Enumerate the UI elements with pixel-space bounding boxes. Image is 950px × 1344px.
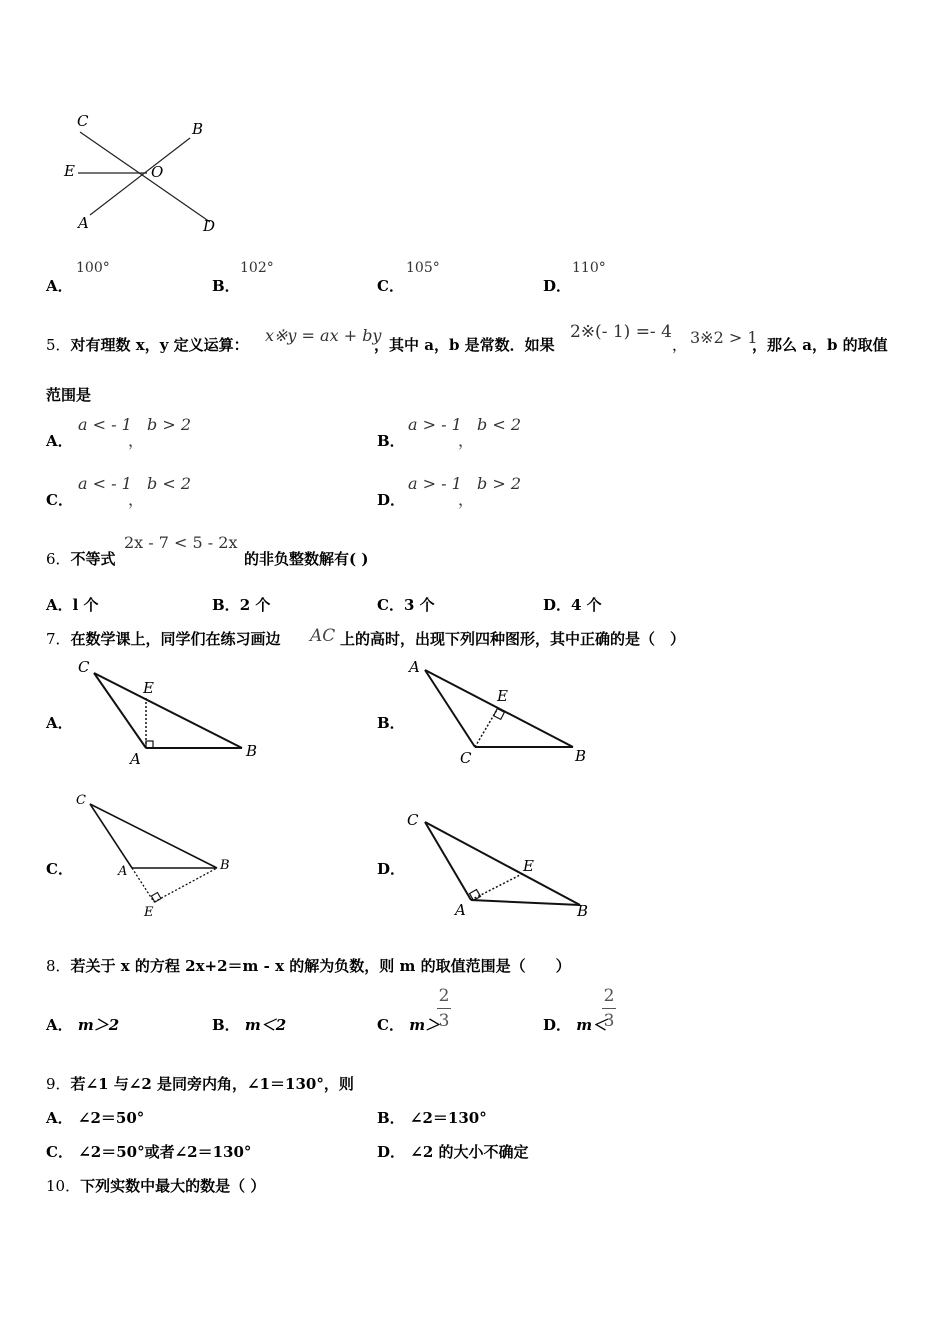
q9-option-b-letter: B．: [377, 1109, 405, 1127]
q7d-label-a: A: [455, 901, 466, 919]
q7c-label-a: A: [118, 864, 128, 879]
q6-option-c-letter: C．: [377, 596, 404, 614]
q9-number: 9．: [46, 1075, 71, 1093]
q7-number: 7．: [46, 630, 71, 648]
q7-figure-a: [70, 655, 270, 775]
q9-option-d-value: ∠2 的大小不确定: [410, 1143, 529, 1161]
q7-text1: 在数学课上，同学们在练习画边: [70, 630, 281, 648]
q8-option-b-value: m＜2: [244, 1016, 287, 1034]
q7c-label-e: E: [144, 905, 154, 920]
q7a-label-a: A: [130, 750, 141, 768]
q6-option-c[interactable]: [377, 594, 435, 615]
angle-figure: [60, 110, 230, 240]
q10-text: 下列实数中最大的数是（ ）: [80, 1177, 266, 1195]
q8-option-c-denominator: 3: [438, 1011, 450, 1031]
q8-option-c-fraction: [437, 986, 451, 1031]
q4-option-d-value: 110°: [572, 260, 606, 276]
q8-option-a[interactable]: [46, 1014, 119, 1035]
q5-option-b-comma: ，: [458, 431, 475, 450]
q9-option-a-value: ∠2＝50°: [77, 1109, 145, 1127]
q9-option-b-value: ∠2＝130°: [409, 1109, 487, 1127]
q8-text: 若关于 x 的方程 2x+2＝m - x 的解为负数，则 m 的取值范围是（ ）: [70, 957, 571, 975]
question-9: [46, 1073, 354, 1094]
q9-option-c[interactable]: [46, 1141, 251, 1162]
label-b: B: [192, 120, 204, 138]
q9-option-d-letter: D．: [377, 1143, 406, 1161]
q5-option-d-letter[interactable]: D．: [377, 491, 406, 509]
q7a-label-e: E: [143, 679, 154, 697]
q9-option-c-value: ∠2＝50°或者∠2＝130°: [78, 1143, 252, 1161]
q6-option-b-value: 2 个: [239, 596, 271, 614]
q8-option-d-letter: D．: [543, 1016, 572, 1034]
q5-option-b-v2: b < 2: [477, 415, 521, 434]
q7b-label-e: E: [497, 687, 508, 705]
q6-option-d-value: 4 个: [571, 596, 602, 614]
q8-option-c-value: m＞: [409, 1016, 441, 1034]
q7-text2: 上的高时，出现下列四种图形，其中正确的是（ ）: [340, 630, 686, 648]
q6-option-a-letter: A．: [46, 596, 73, 614]
q8-option-a-letter: A．: [46, 1016, 73, 1034]
q7-option-b-letter[interactable]: B．: [377, 714, 405, 732]
q5-cond1: 2※(- 1) =- 4: [570, 322, 672, 342]
q7d-label-b: B: [577, 902, 589, 920]
q5-option-c-comma: ，: [128, 490, 145, 509]
q8-option-c[interactable]: [377, 1014, 440, 1035]
q6-option-d[interactable]: [543, 594, 602, 615]
label-e: E: [64, 162, 75, 180]
label-o: O: [151, 163, 164, 181]
q6-option-c-value: 3 个: [403, 596, 435, 614]
q5-option-c-v2: b < 2: [147, 474, 191, 493]
q5-option-a-letter[interactable]: A．: [46, 432, 73, 450]
q7-ac: AC: [310, 626, 336, 646]
q7d-label-e: E: [523, 857, 534, 875]
q6-option-b[interactable]: [212, 594, 270, 615]
q9-option-c-letter: C．: [46, 1143, 73, 1161]
q5-sep: ，: [672, 336, 688, 354]
q7-option-d-letter[interactable]: D．: [377, 860, 406, 878]
q7b-label-a: A: [409, 658, 420, 676]
q7b-label-c: C: [460, 749, 472, 767]
q9-option-d[interactable]: [377, 1141, 528, 1162]
q4-option-a-value: 100°: [76, 260, 110, 276]
q5-option-b-v1: a > - 1: [408, 415, 462, 434]
label-d: D: [203, 217, 216, 235]
q7c-label-c: C: [76, 793, 86, 808]
q7c-label-b: B: [220, 858, 230, 873]
label-a: A: [78, 214, 89, 232]
q8-option-d-value: m＜: [576, 1016, 608, 1034]
q6-number: 6．: [46, 550, 71, 568]
q5-cond2: 3※2 > 1: [690, 328, 758, 347]
q5-option-d-comma: ，: [458, 490, 475, 509]
q4-option-b-letter[interactable]: B．: [212, 277, 240, 295]
q10-number: 10．: [46, 1177, 81, 1195]
q9-option-a[interactable]: [46, 1107, 144, 1128]
q4-option-c-letter[interactable]: C．: [377, 277, 404, 295]
q7d-label-c: C: [407, 811, 419, 829]
question-5: [46, 334, 249, 355]
q8-option-c-letter: C．: [377, 1016, 404, 1034]
q4-option-d-letter[interactable]: D．: [543, 277, 572, 295]
label-c: C: [77, 112, 89, 130]
q8-option-a-value: m＞2: [77, 1016, 120, 1034]
q9-option-b[interactable]: [377, 1107, 487, 1128]
q8-option-b-letter: B．: [212, 1016, 240, 1034]
q5-option-c-v1: a < - 1: [78, 474, 132, 493]
q5-number: 5．: [46, 336, 71, 354]
q8-number: 8．: [46, 957, 71, 975]
question-6: [46, 548, 116, 569]
q4-option-b-value: 102°: [240, 260, 274, 276]
q8-option-c-numerator: 2: [438, 986, 450, 1006]
q7a-label-b: B: [246, 742, 258, 760]
question-8: [46, 955, 571, 976]
q5-option-b-letter[interactable]: B．: [377, 432, 405, 450]
question-10: [46, 1175, 265, 1196]
q4-option-a-letter[interactable]: A．: [46, 277, 73, 295]
q4-option-c-value: 105°: [406, 260, 440, 276]
q6-formula: 2x - 7 < 5 - 2x: [124, 533, 238, 552]
q8-option-d[interactable]: [543, 1014, 607, 1035]
q7-figure-d: [405, 805, 605, 925]
q6-option-a-value: l 个: [72, 596, 99, 614]
q6-option-a[interactable]: [46, 594, 99, 615]
q7-figure-b: [405, 655, 605, 775]
q5-text4: 范围是: [46, 386, 92, 404]
q5-option-c-letter[interactable]: C．: [46, 491, 73, 509]
q5-option-d-v1: a > - 1: [408, 474, 462, 493]
q6-option-b-letter: B．: [212, 596, 240, 614]
q6-text2: 的非负整数解有( ): [244, 550, 369, 568]
line-cd: [80, 132, 210, 222]
q6-text1: 不等式: [70, 550, 116, 568]
q5-option-a-v1: a < - 1: [78, 415, 132, 434]
q5-option-a-comma: ，: [128, 431, 145, 450]
q5-text1: 对有理数 x，y 定义运算：: [70, 336, 249, 354]
q8-option-d-denominator: 3: [603, 1011, 615, 1031]
q6-option-d-letter: D．: [543, 596, 572, 614]
q9-option-a-letter: A．: [46, 1109, 73, 1127]
q7b-label-b: B: [575, 747, 587, 765]
q5-formula: x※y = ax + by: [265, 326, 382, 345]
q5-option-a-v2: b > 2: [147, 415, 191, 434]
q7a-label-c: C: [78, 658, 90, 676]
question-7: [46, 628, 281, 649]
q7-option-c-letter[interactable]: C．: [46, 860, 73, 878]
q9-text: 若∠1 与∠2 是同旁内角，∠1＝130°，则: [70, 1075, 354, 1093]
q8-option-b[interactable]: [212, 1014, 286, 1035]
q5-text3: ，那么 a，b 的取值: [752, 336, 888, 354]
q8-option-d-fraction: [602, 986, 616, 1031]
q5-text2: ，其中 a，b 是常数．如果: [374, 336, 555, 354]
q7-option-a-letter[interactable]: A．: [46, 714, 73, 732]
q8-option-d-numerator: 2: [603, 986, 615, 1006]
q5-option-d-v2: b > 2: [477, 474, 521, 493]
q7-figure-c: [70, 790, 270, 930]
